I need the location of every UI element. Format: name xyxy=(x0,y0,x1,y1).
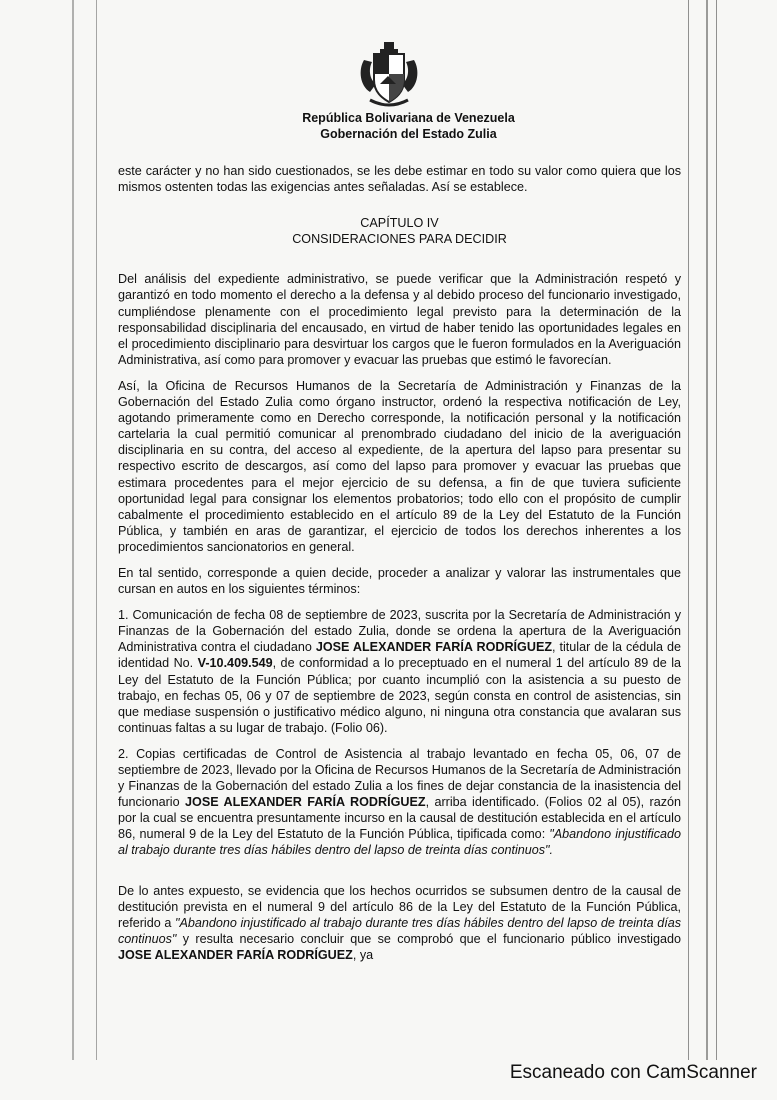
paragraph-text: y resulta necesario concluir que se comprobó que el funcionario público investigado xyxy=(176,931,681,946)
person-name: JOSE ALEXANDER FARÍA RODRÍGUEZ xyxy=(118,947,353,962)
coat-of-arms-icon xyxy=(356,40,422,110)
header-line-2: Gobernación del Estado Zulia xyxy=(320,127,497,141)
paragraph: este carácter y no han sido cuestionados, se les debe estimar en todo su valor como quiera que los mismos ostenten todas las exigencias antes señaladas. Así se establece. xyxy=(118,164,681,195)
item-text: 2. Copias certificadas de Control de Asistencia al trabajo levantado en fecha 05, 06, 07 de septiembre de 2023, llevado por la Oficina de Recursos Humanos de la Secretaría de Administración y Finanzas de la Gobernación del estado Zulia a los fines de dejar constancia de la inasistencia del funcionario xyxy=(118,746,681,810)
scan-streak xyxy=(96,0,97,1060)
item-text: , arriba identificado. (Folios 02 al 05), razón por la cual se encuentra presuntamente incurso en la causal de destitución establecida en el artículo 86, numeral 9 de la Ley del Estatuto de la Función Pública, tipificada como: xyxy=(118,795,682,842)
item-text: , titular de la cédula de identidad No. xyxy=(118,640,682,671)
paragraph: Del análisis del expediente administrativo, se puede verificar que la Administración respetó y garantizó en todo momento el derecho a la defensa y al debido proceso del funcionario investigado, cumpliéndose plenamente con el procedimiento legal previsto para la determinación de la responsabilidad disciplinaria del encausado, en virtud de haber tenido las oportunidades legales en el procedimiento disciplinario para desvirtuar los cargos que le fueron formulados en la Averiguación Administrativa, así como para promover y evacuar las pruebas que estimó le favorecían. xyxy=(118,272,681,367)
chapter-title: CAPÍTULO IV xyxy=(360,216,439,231)
letterhead xyxy=(0,40,777,142)
item-text: 1. Comunicación de fecha 08 de septiembre de 2023, suscrita por la Secretaría de Administración y Finanzas de la Gobernación del estado Zulia, donde se ordena la apertura de la Averiguación Administrativa contra el ciudadano xyxy=(118,608,681,655)
paragraph-text: , ya xyxy=(352,947,374,962)
header-line-1: República Bolivariana de Venezuela xyxy=(302,111,515,125)
item-text: , de conformidad a lo preceptuado en el numeral 1 del artículo 89 de la Ley del Estatuto de la Función Pública; por cuanto incumplió con la asistencia a su puesto de trabajo, en fechas 05, 06 y 07 de septiembre de 2023, según consta en control de asistencias, sin que mediase suspensión o justificativo médico alguno, ni ninguna otra constancia que avalaran sus continuas faltas a su lugar de trabajo. (Folio 06). xyxy=(118,656,682,735)
scan-streak xyxy=(716,0,717,1060)
person-name: JOSE ALEXANDER FARÍA RODRÍGUEZ xyxy=(315,640,553,655)
legal-quote: "Abandono injustificado al trabajo durante tres días hábiles dentro del lapso de treinta días continuos" xyxy=(118,915,682,946)
paragraph: Así, la Oficina de Recursos Humanos de la Secretaría de Administración y Finanzas de la Gobernación del Estado Zulia como órgano instructor, ordenó la respectiva notificación de Ley, agotando primeramente como en Derecho corresponde, la notificación personal y la notificación cartelaria la cual permitió comunicar al prenombrado ciudadano del inicio de la averiguación disciplinaria en su contra, del acceso al expediente, de la apertura del lapso para presentar su respectivo escrito de descargos, así como del lapso para promover y evacuar las pruebas que estimara procedentes para el mejor ejercicio de su defensa, a fin de que tuviera suficiente oportunidad legal para consignar los elementos probatorios; todo ello con el propósito de cumplir cabalmente el procedimiento establecido en el artículo 89 de la Ley del Estatuto de la Función Pública, y también en aras de garantizar, el ejercicio de todos los derechos inherentes a los procedimientos sancionatorios en general. xyxy=(118,378,681,554)
scan-streak xyxy=(72,0,74,1060)
camscanner-watermark: Escaneado con CamScanner xyxy=(509,1062,757,1083)
paragraph: En tal sentido, corresponde a quien decide, proceder a analizar y valorar las instrumentales que cursan en autos en los siguientes términos: xyxy=(118,565,681,597)
scan-streak xyxy=(688,0,689,1060)
paragraph xyxy=(118,883,681,963)
paragraph-text: De lo antes expuesto, se evidencia que los hechos ocurridos se subsumen dentro de la causal de destitución prevista en el numeral 9 del artículo 86 de la Ley del Estatuto de la Función Pública, referido a xyxy=(118,883,681,930)
scan-streak xyxy=(706,0,708,1060)
person-name: JOSE ALEXANDER FARÍA RODRÍGUEZ xyxy=(185,795,426,810)
document-body xyxy=(118,163,681,963)
evidence-item-2 xyxy=(118,746,681,859)
legal-quote: "Abandono injustificado al trabajo durante tres días hábiles dentro del lapso de treinta días continuos". xyxy=(118,827,682,858)
chapter-subtitle: CONSIDERACIONES PARA DECIDIR xyxy=(292,232,507,247)
evidence-item-1 xyxy=(118,607,681,736)
id-number: V-10.409.549 xyxy=(197,656,273,671)
